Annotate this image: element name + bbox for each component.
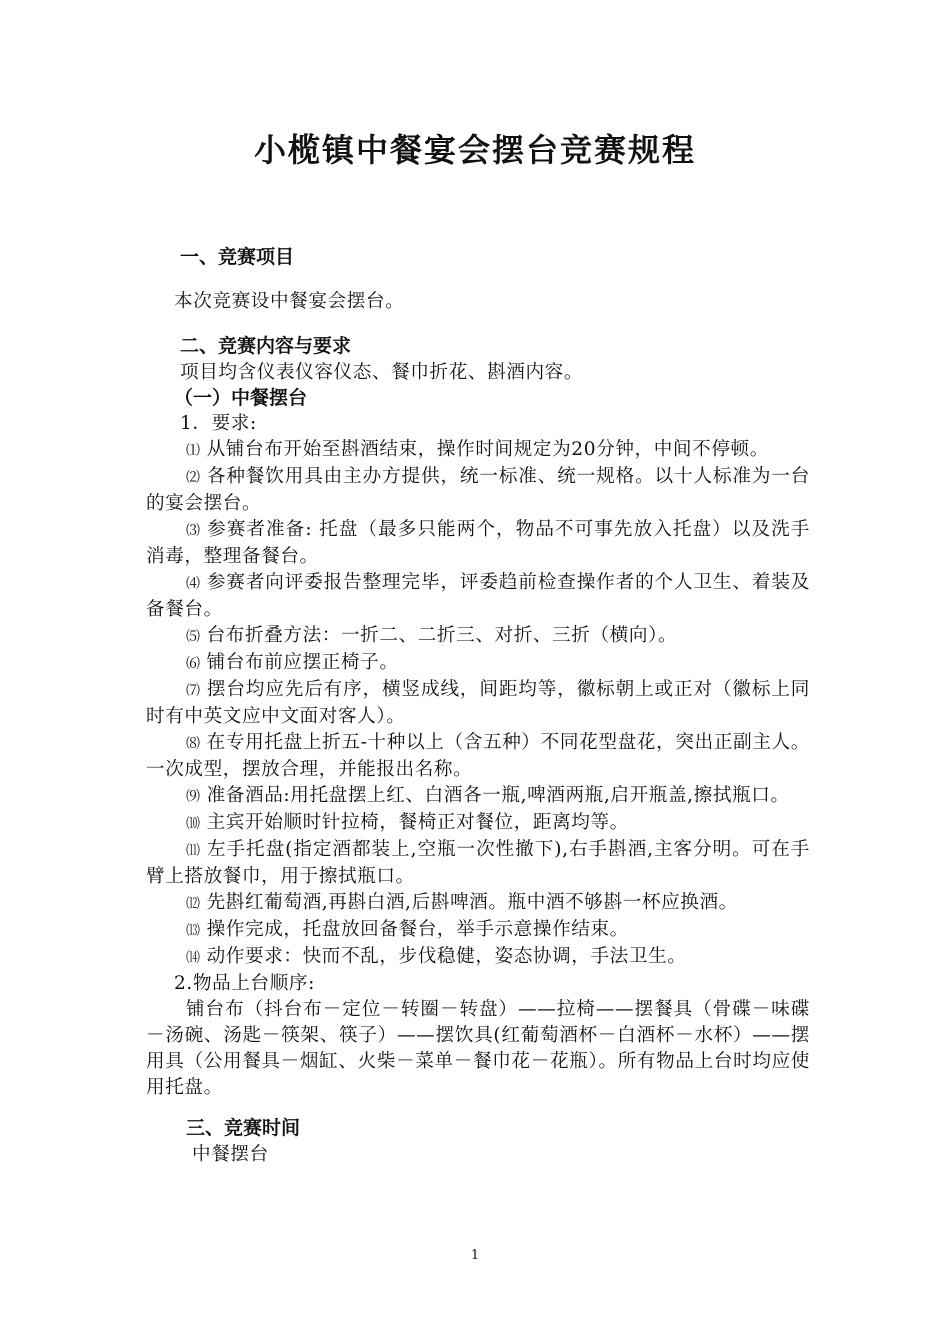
section-heading-2: 二、竞赛内容与要求 (180, 335, 352, 357)
requirements-label: 1．要求: (180, 413, 257, 434)
requirements-list (146, 437, 810, 971)
requirement-item: ⑺ 摆台均应先后有序，横竖成线，间距均等，徽标朝上或正对（徽标上同时有中英文应中文面对客人）。 (146, 679, 810, 727)
document-title: 小榄镇中餐宴会摆台竞赛规程 (253, 131, 696, 169)
section-2-text: 项目均含仪表仪容仪态、餐巾折花、斟酒内容。 (180, 362, 584, 383)
requirement-item: ⑽ 主宾开始顺时针拉椅，餐椅正对餐位，距离均等。 (186, 812, 629, 833)
requirement-item: ⑵ 各种餐饮用具由主办方提供，统一标准、统一规格。以十人标准为一台的宴会摆台。 (146, 466, 810, 514)
order-text: 铺台布（抖台布－定位－转圈－转盘）——拉椅——摆餐具（骨碟－味碟－汤碗、汤匙－筷架、筷子）——摆饮具(红葡萄酒杯－白酒杯－水杯）——摆用具（公用餐具－烟缸、火柴－菜单－餐巾花－花瓶）。所有物品上台时均应使用托盘。 (146, 999, 810, 1098)
requirement-item: ⒁ 动作要求：快而不乱，步伐稳健，姿态协调，手法卫生。 (186, 946, 687, 967)
requirement-item: ⒀ 操作完成，托盘放回备餐台，举手示意操作结束。 (186, 919, 629, 940)
order-label: 2.物品上台顺序: (174, 973, 315, 994)
subsection-heading: （一）中餐摆台 (174, 387, 308, 409)
requirement-item: ⑶ 参赛者准备: 托盘（最多只能两个，物品不可事先放入托盘）以及洗手消毒，整理备餐台。 (146, 519, 810, 567)
requirement-item: ⑾ 左手托盘(指定酒都装上,空瓶一次性撤下),右手斟酒,主客分明。可在手臂上搭放餐巾，用于擦拭瓶口。 (146, 839, 810, 887)
requirement-item: ⑸ 台布折叠方法：一折二、二折三、对折、三折（横向）。 (186, 625, 678, 646)
document-body (146, 244, 810, 1168)
section-1-text: 本次竞赛设中餐宴会摆台。 (174, 291, 405, 312)
requirement-item: ⑹ 铺台布前应摆正椅子。 (186, 652, 399, 673)
requirement-item: ⑻ 在专用托盘上折五-十种以上（含五种）不同花型盘花，突出正副主人。一次成型，摆放合理，并能报出名称。 (146, 732, 810, 780)
requirement-item: ⑼ 准备酒品:用托盘摆上红、白酒各一瓶,啤酒两瓶,启开瓶盖,擦拭瓶口。 (186, 785, 790, 806)
section-heading-1: 一、竞赛项目 (180, 246, 295, 268)
section-3-text: 中餐摆台 (192, 1144, 269, 1165)
page-number: 1 (470, 1248, 480, 1263)
requirement-item: ⑷ 参赛者向评委报告整理完毕，评委趋前检查操作者的个人卫生、着装及备餐台。 (146, 572, 810, 620)
requirement-item: ⑴ 从铺台布开始至斟酒结束，操作时间规定为20分钟，中间不停顿。 (186, 439, 769, 460)
requirement-item: ⑿ 先斟红葡萄酒,再斟白酒,后斟啤酒。瓶中酒不够斟一杯应换酒。 (186, 892, 738, 913)
section-heading-3: 三、竞赛时间 (186, 1117, 301, 1139)
